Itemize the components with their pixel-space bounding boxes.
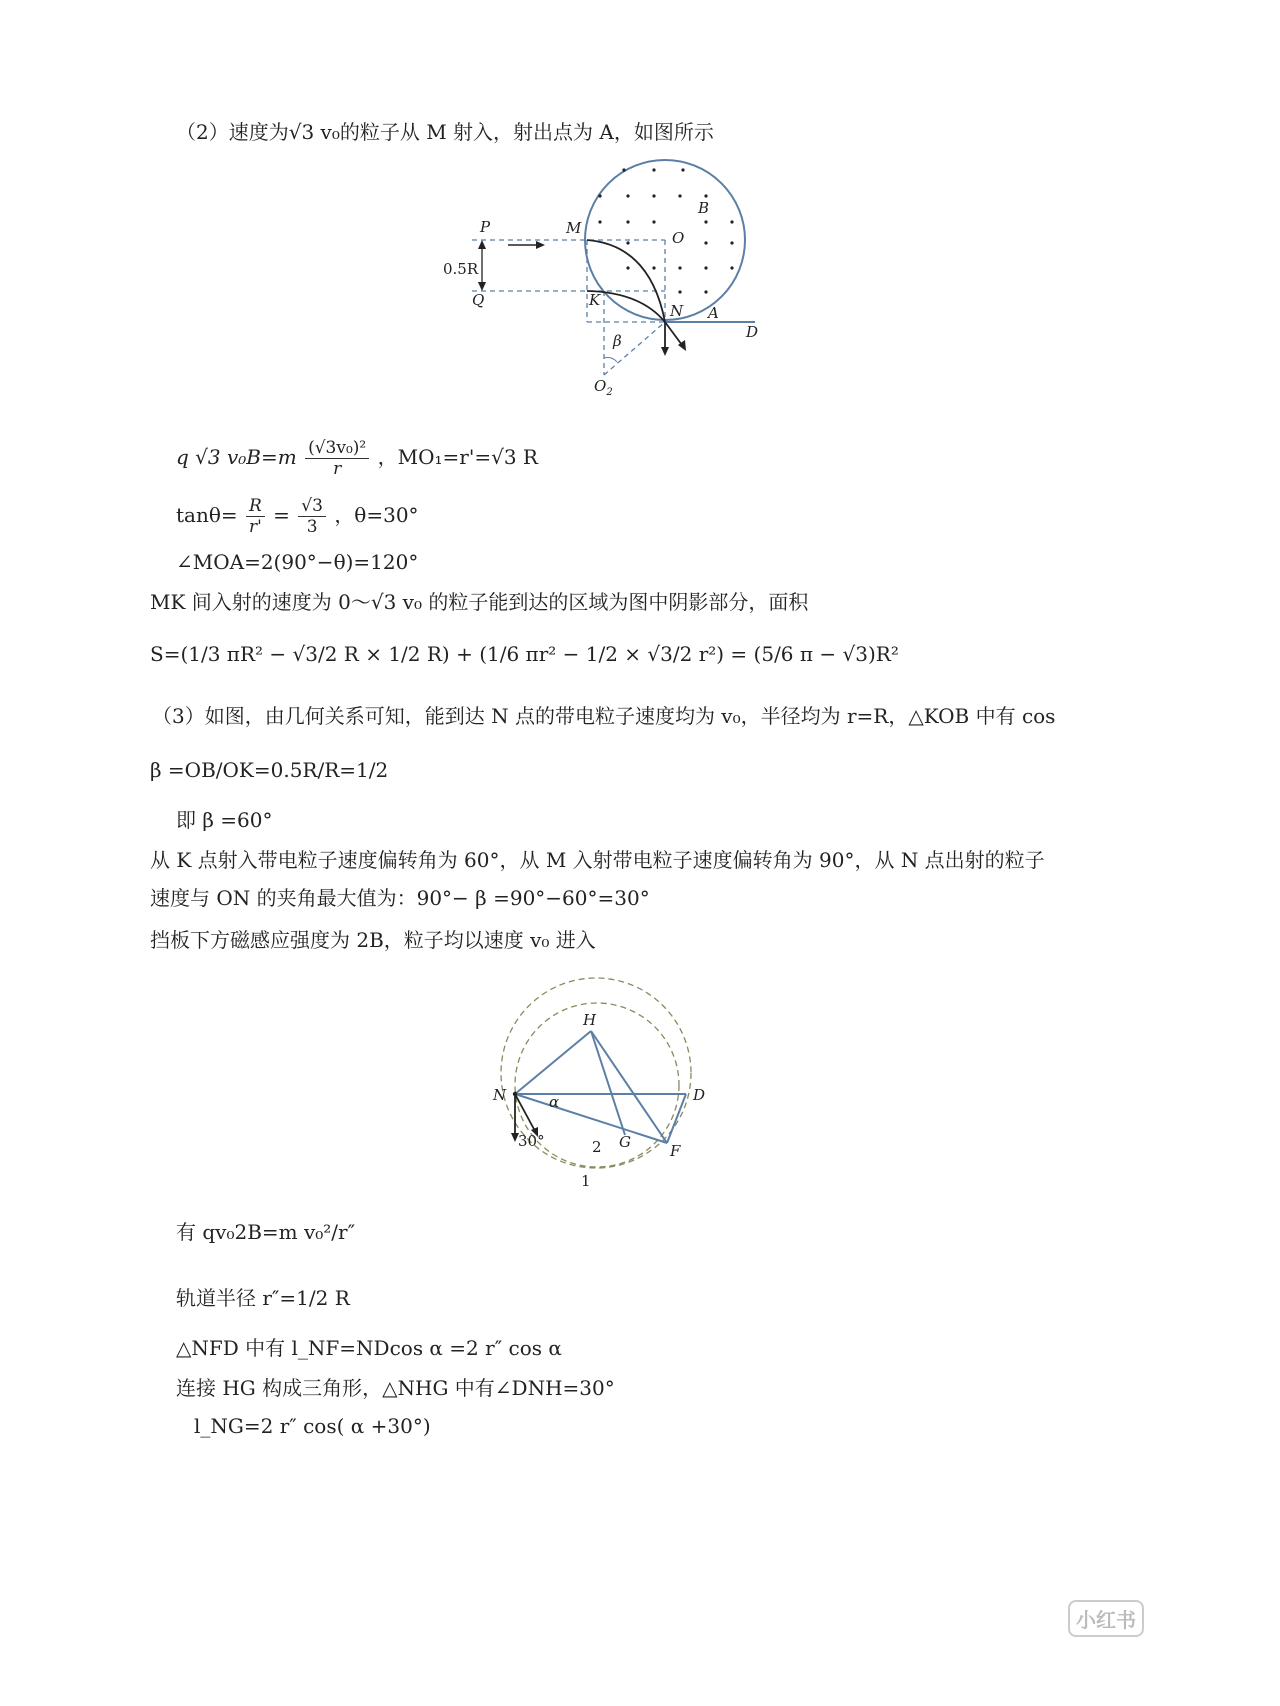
label-k: K — [589, 291, 601, 309]
eq-orbit-radius: 轨道半径 r″=1/2 R — [176, 1286, 350, 1310]
eq-area-intro: MK 间入射的速度为 0～√3 v₀ 的粒子能到达的区域为图中阴影部分，面积 — [150, 590, 809, 614]
watermark-logo: 小红书 — [1068, 1600, 1144, 1637]
triangle-lines — [515, 1031, 686, 1143]
label-alpha: α — [549, 1093, 560, 1111]
label-m: M — [566, 219, 582, 237]
label-q: Q — [472, 291, 485, 309]
eq-angle-moa: ∠MOA=2(90°−θ)=120° — [176, 550, 419, 574]
eq-area-s: S=(1/3 πR² − √3/2 R × 1/2 R) + (1/6 πr² − 1/2 × √3/2 r²) = (5/6 π − √3)R² — [150, 642, 899, 666]
label-beta: β — [613, 332, 622, 350]
eq-tan-theta: tanθ= $\frac{R}{r'}$ = $\frac{√3}{3}$ ，θ=30° — [176, 496, 419, 537]
label-d2: D — [693, 1086, 706, 1104]
label-05r: 0.5R — [443, 260, 479, 278]
eq-beta-60: 即 β =60° — [176, 808, 273, 832]
label-f: F — [670, 1142, 681, 1160]
label-a: A — [708, 304, 719, 322]
figure-two-circles — [490, 955, 730, 1195]
beta-arc — [604, 358, 617, 363]
eq-l-ng: l_NG=2 r″ cos( α +30°) — [194, 1414, 431, 1438]
label-b: B — [698, 199, 710, 217]
exit-arrow-diag — [665, 322, 682, 345]
label-p: P — [480, 218, 491, 236]
eq-force-balance: q √3 v₀B=m $\frac{\text{(√3v₀)²}}{r}$ ，MO₁=r'=√3 R — [176, 438, 538, 479]
eq-lorentz-2b: 有 qv₀2B=m v₀²/r″ — [176, 1220, 356, 1244]
eq-triangle-nhg: 连接 HG 构成三角形，△NHG 中有∠DNH=30° — [176, 1376, 615, 1400]
text-max-angle: 速度与 ON 的夹角最大值为：90°− β =90°−60°=30° — [150, 886, 650, 910]
part2-heading: （2）速度为√3 v₀的粒子从 M 射入，射出点为 A，如图所示 — [176, 120, 714, 144]
label-d: D — [746, 323, 759, 341]
label-n2: N — [493, 1086, 507, 1104]
label-circle1: 1 — [581, 1172, 591, 1190]
figure-circle-field — [420, 155, 840, 398]
eq-l-nf: △NFD 中有 l_NF=NDcos α =2 r″ cos α — [176, 1336, 562, 1360]
label-circle2: 2 — [592, 1138, 602, 1156]
part3-heading: （3）如图，由几何关系可知，能到达 N 点的带电粒子速度均为 v₀，半径均为 r=R，△KOB 中有 cos — [152, 704, 1056, 728]
field-dots — [598, 168, 733, 293]
text-lower-field: 挡板下方磁感应强度为 2B，粒子均以速度 v₀ 进入 — [150, 928, 596, 952]
label-g: G — [619, 1133, 631, 1151]
label-30: 30° — [518, 1132, 545, 1150]
label-o2: $O_2$ — [594, 377, 613, 398]
label-h: H — [583, 1011, 597, 1029]
label-o: O — [672, 229, 685, 247]
text-deflection: 从 K 点射入带电粒子速度偏转角为 60°，从 M 入射带电粒子速度偏转角为 90°，从 N 点出射的粒子 — [150, 848, 1045, 872]
label-n: N — [670, 302, 684, 320]
eq-cos-beta: β =OB/OK=0.5R/R=1/2 — [150, 758, 389, 782]
